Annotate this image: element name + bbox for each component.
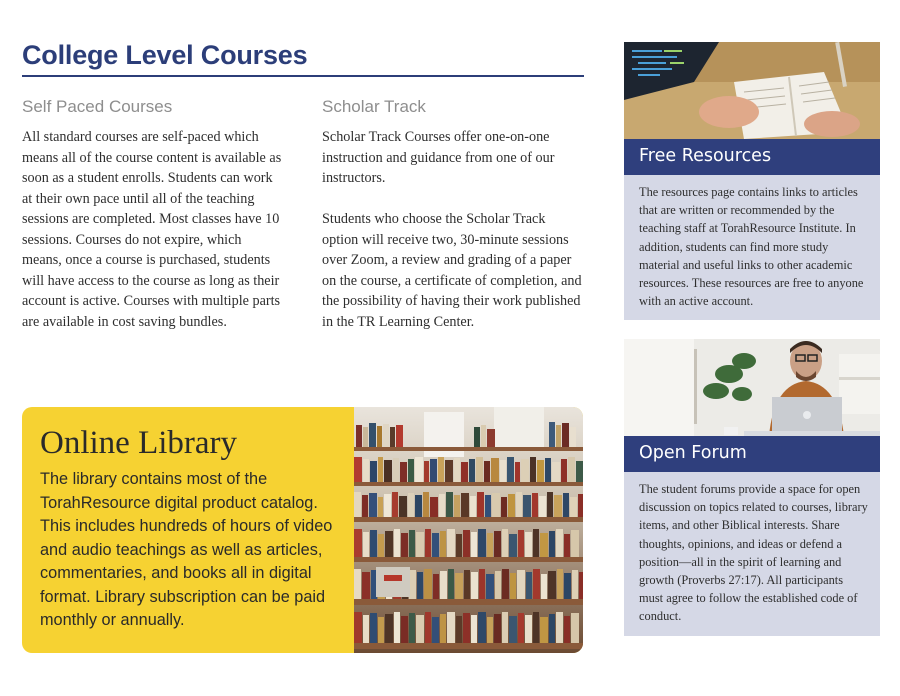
- open-forum-heading: Open Forum: [624, 436, 880, 472]
- online-library-heading: Online Library: [40, 425, 238, 461]
- free-resources-photo: [624, 42, 880, 139]
- free-resources-text: The resources page contains links to articles that are written or recommended by the teaching staff at TorahResource Institute. In addition, students can find more study material and useful links to other academic resources. These resources are free to anyone with an active account.: [624, 175, 880, 320]
- scholar-track-section: [322, 97, 584, 332]
- page-title: College Level Courses: [22, 40, 584, 77]
- open-forum-card: [624, 339, 880, 636]
- free-resources-card: [624, 42, 880, 320]
- self-paced-text: All standard courses are self-paced which means all of the course content is available as soon as a student enrolls. Students can work at their own pace until all of the teaching sessions are completed. Most classes have 10 sessions. Courses do not expire, which means, once a course is purchased, students will have access to the course as long as their account is active. Courses with multiple parts are available in cost saving bundles.: [22, 129, 282, 330]
- scholar-track-text: Scholar Track Courses offer one-on-one instruction and guidance from one of our instructors. Students who choose the Scholar Track option will receive two, 30-minute sessions over Zoom, a review and grading of a paper on the course, a certificate of completion, and the possibility of having their work published in the TR Learning Center.: [322, 129, 582, 330]
- online-library-text: The library contains most of the TorahResource digital product catalog. This includes hundreds of hours of video and audio teachings as well as articles, commentaries, and books all in digital format. Library subscription can be paid monthly or annually.: [40, 470, 333, 629]
- free-resources-heading: Free Resources: [624, 139, 880, 175]
- self-paced-heading: Self Paced Courses: [22, 97, 173, 116]
- self-paced-section: [22, 97, 284, 332]
- open-forum-text: The student forums provide a space for open discussion on topics related to courses, library items, and other Biblical interests. Share thoughts, opinions, and ideas or defend a position—all in the spirit of learning and growth (Proverbs 27:17). All participants must agree to follow the established code of conduct.: [624, 472, 880, 636]
- open-forum-photo: [624, 339, 880, 436]
- online-library-content: [40, 425, 345, 633]
- library-bookshelves-photo: [354, 407, 583, 653]
- online-library-card: [22, 407, 583, 653]
- scholar-track-heading: Scholar Track: [322, 97, 426, 116]
